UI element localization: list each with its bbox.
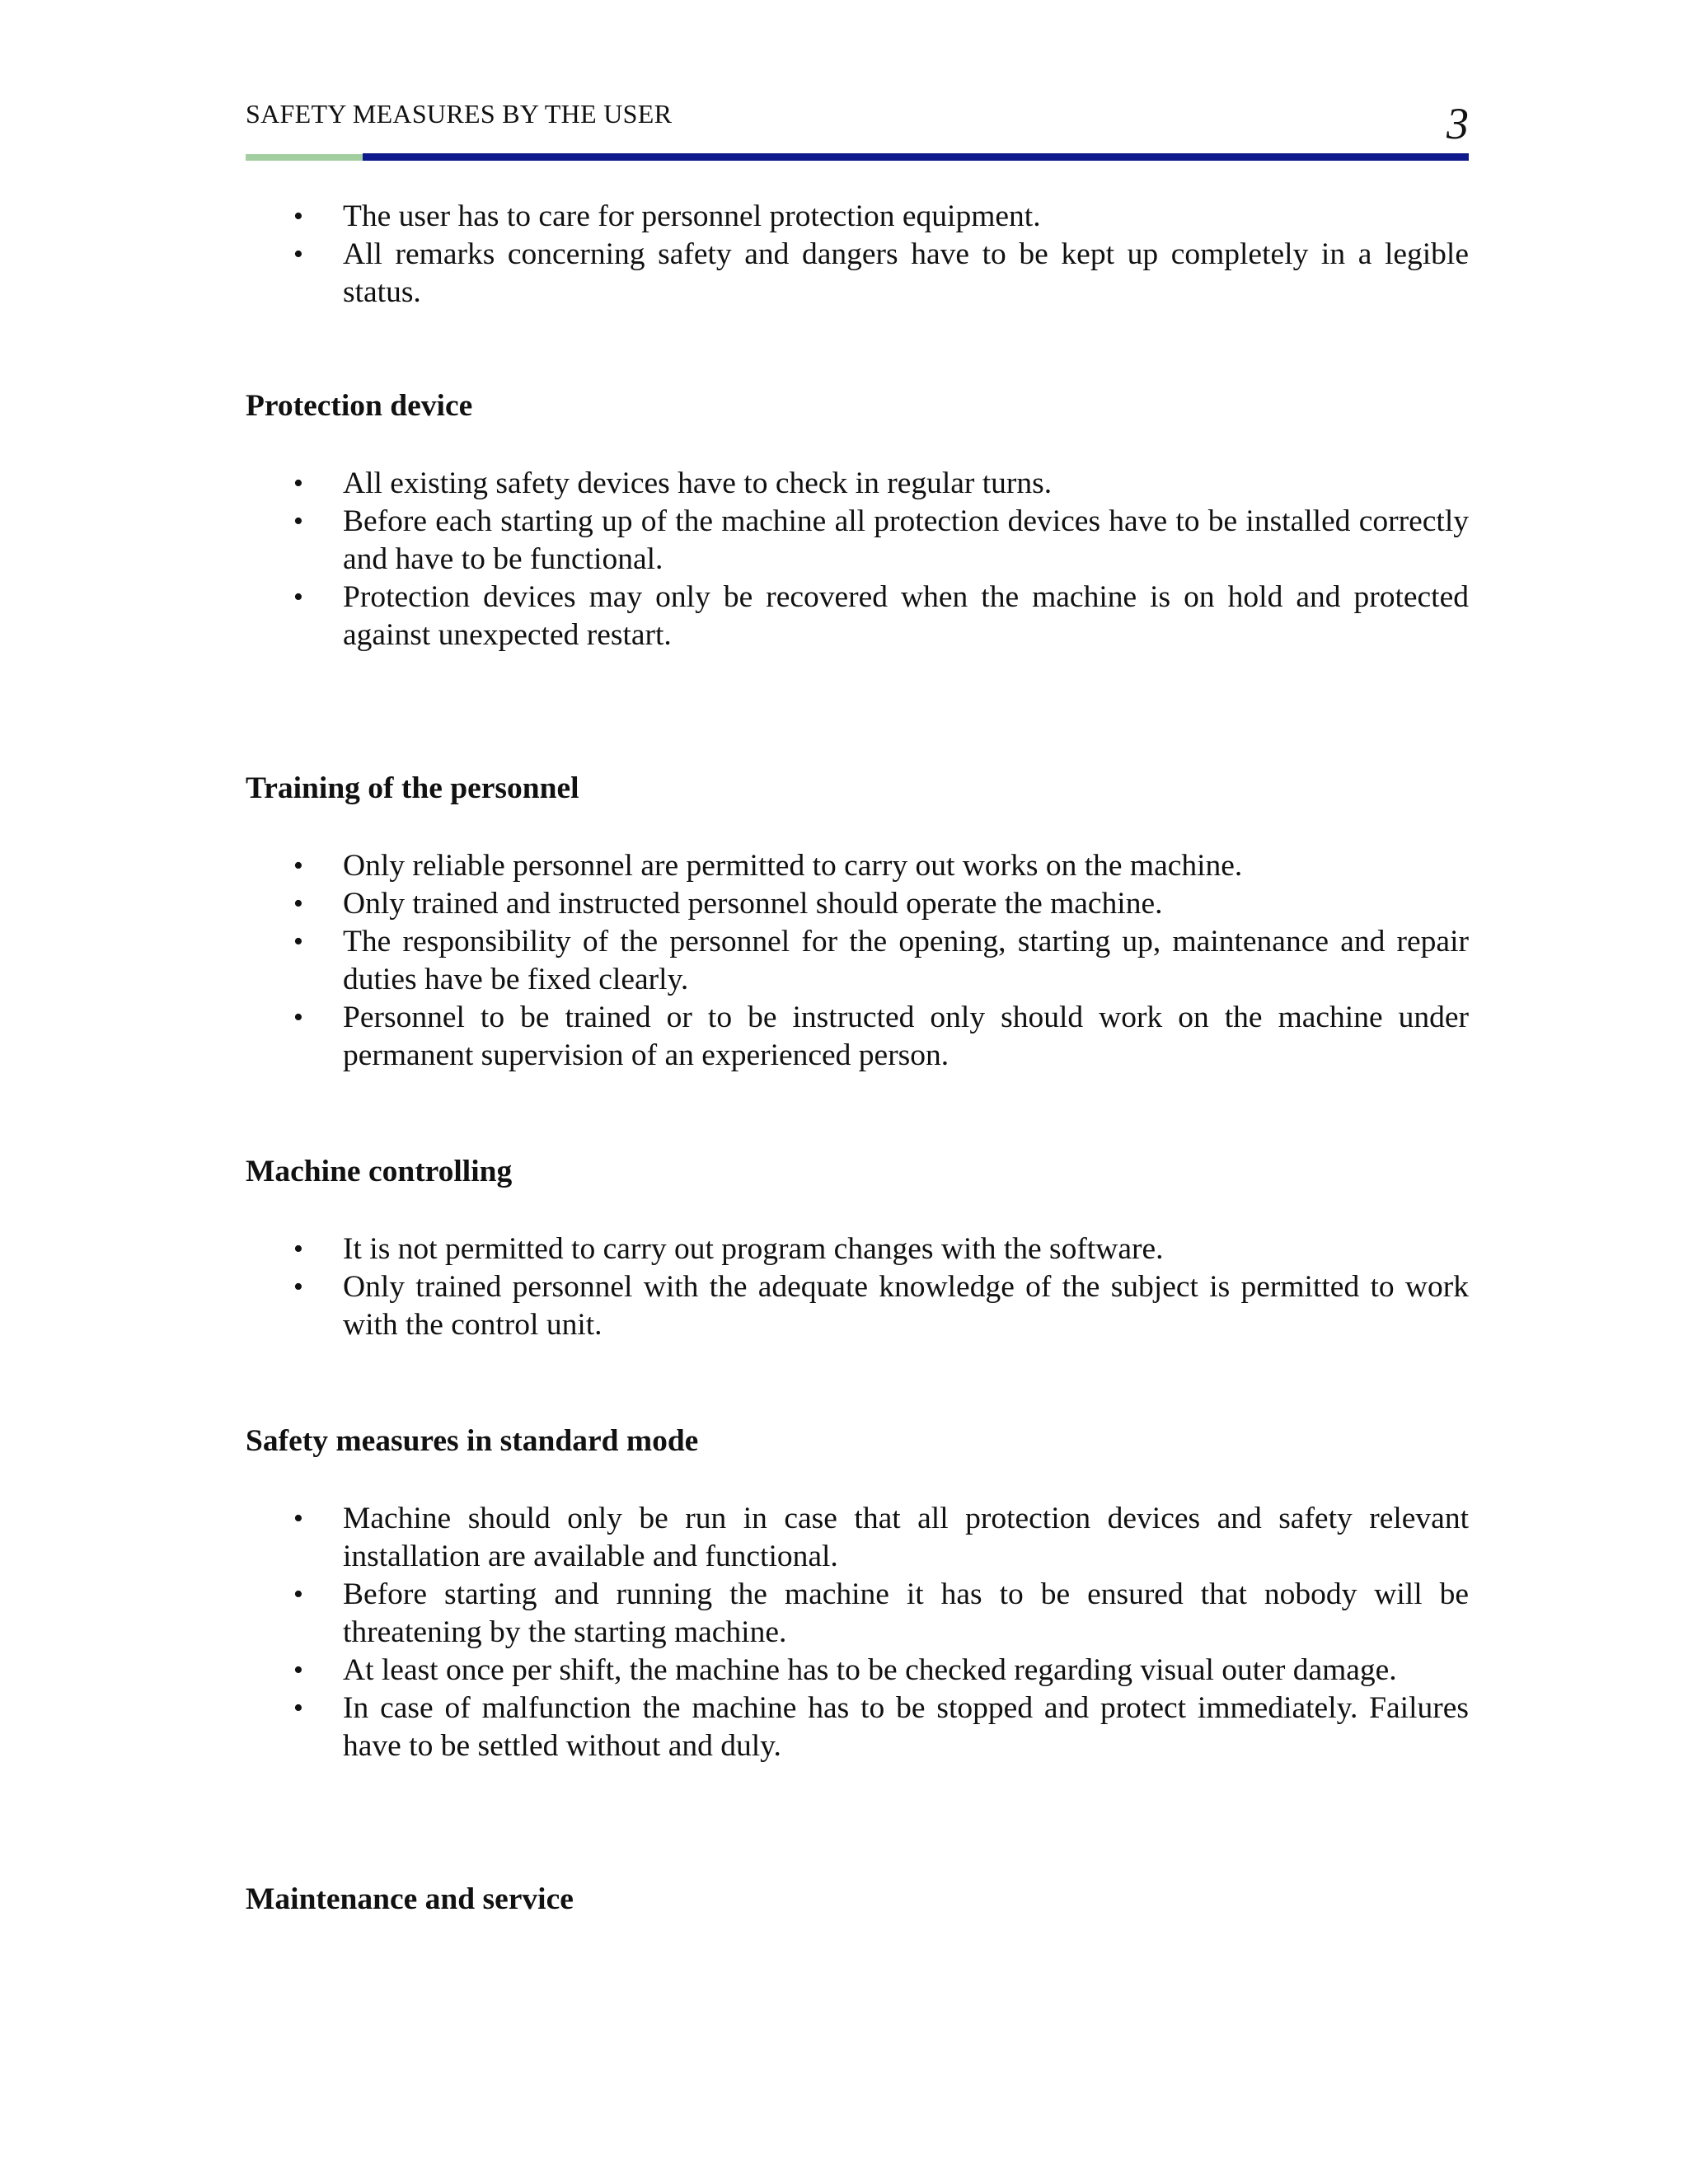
header-rule-blue	[363, 153, 1469, 161]
header-title: SAFETY MEASURES BY THE USER	[246, 99, 673, 129]
section-maintenance	[246, 1881, 1469, 1919]
list-item-text: Only trained and instructed personnel should operate the machine.	[343, 887, 1163, 921]
bullet-icon: •	[293, 1693, 303, 1723]
section-training	[246, 770, 1469, 1075]
bullet-icon: •	[293, 1503, 303, 1534]
bullet-icon: •	[293, 1655, 303, 1685]
section-heading: Safety measures in standard mode	[246, 1424, 699, 1458]
bullet-icon: •	[293, 888, 303, 919]
list-item-text: Only trained personnel with the adequate knowledge of the subject is permitted to work with the control unit.	[343, 1270, 1469, 1342]
list-item-text: The responsibility of the personnel for the opening, starting up, maintenance and repair duties have be fixed clearly.	[343, 925, 1469, 996]
list-item	[246, 847, 1469, 885]
section-machine-controlling	[246, 1153, 1469, 1344]
list-item-text: Before starting and running the machine it has to be ensured that nobody will be threatening by the starting machine.	[343, 1577, 1469, 1649]
list-item-text: In case of malfunction the machine has to be stopped and protect immediately. Failures have to be settled without and duly.	[343, 1691, 1469, 1763]
list-item	[246, 885, 1469, 923]
list-item-text: The user has to care for personnel protection equipment.	[343, 199, 1041, 233]
section-protection-device	[246, 387, 1469, 654]
section-standard-mode	[246, 1422, 1469, 1765]
list-item-text: At least once per shift, the machine has to be checked regarding visual outer damage.	[343, 1653, 1397, 1687]
bullet-list	[246, 1230, 1469, 1344]
list-item-text: Before each starting up of the machine all protection devices have to be installed correctly and have to be functional.	[343, 504, 1469, 576]
section-heading: Training of the personnel	[246, 771, 579, 805]
header-rule-green	[246, 154, 363, 161]
bullet-icon: •	[293, 851, 303, 881]
bullet-icon: •	[293, 239, 303, 269]
section-heading: Maintenance and service	[246, 1882, 574, 1916]
bullet-icon: •	[293, 1234, 303, 1264]
list-item	[246, 198, 1469, 236]
bullet-icon: •	[293, 582, 303, 612]
list-item	[246, 923, 1469, 999]
bullet-list	[246, 465, 1469, 654]
bullet-list	[246, 1500, 1469, 1765]
list-item-text: Only reliable personnel are permitted to carry out works on the machine.	[343, 849, 1243, 883]
section-heading: Machine controlling	[246, 1155, 513, 1188]
list-item	[246, 1576, 1469, 1652]
bullet-icon: •	[293, 506, 303, 537]
list-item	[246, 1230, 1469, 1268]
list-item	[246, 236, 1469, 312]
bullet-list	[246, 847, 1469, 1075]
list-item	[246, 1690, 1469, 1765]
list-item	[246, 1652, 1469, 1690]
page-number: 3	[1447, 99, 1469, 148]
list-item	[246, 465, 1469, 503]
bullet-icon: •	[293, 468, 303, 499]
bullet-icon: •	[293, 926, 303, 957]
list-item	[246, 1500, 1469, 1576]
list-item-text: It is not permitted to carry out program changes with the software.	[343, 1232, 1164, 1266]
list-item-text: Protection devices may only be recovered when the machine is on hold and protected against unexpected restart.	[343, 580, 1469, 652]
list-item-text: Personnel to be trained or to be instructed only should work on the machine under permanent supervision of an experienced person.	[343, 1001, 1469, 1072]
list-item	[246, 999, 1469, 1075]
list-item-text: Machine should only be run in case that all protection devices and safety relevant installation are available and functional.	[343, 1502, 1469, 1573]
document-body	[246, 198, 1469, 1919]
bullet-icon: •	[293, 1579, 303, 1610]
list-item-text: All remarks concerning safety and dangers have to be kept up completely in a legible status.	[343, 237, 1469, 309]
bullet-icon: •	[293, 1272, 303, 1302]
list-item	[246, 579, 1469, 654]
list-item	[246, 1268, 1469, 1344]
bullet-icon: •	[293, 201, 303, 232]
intro-list	[246, 198, 1469, 312]
list-item-text: All existing safety devices have to check in regular turns.	[343, 466, 1053, 500]
section-heading: Protection device	[246, 389, 473, 423]
bullet-icon: •	[293, 1002, 303, 1033]
list-item	[246, 503, 1469, 579]
